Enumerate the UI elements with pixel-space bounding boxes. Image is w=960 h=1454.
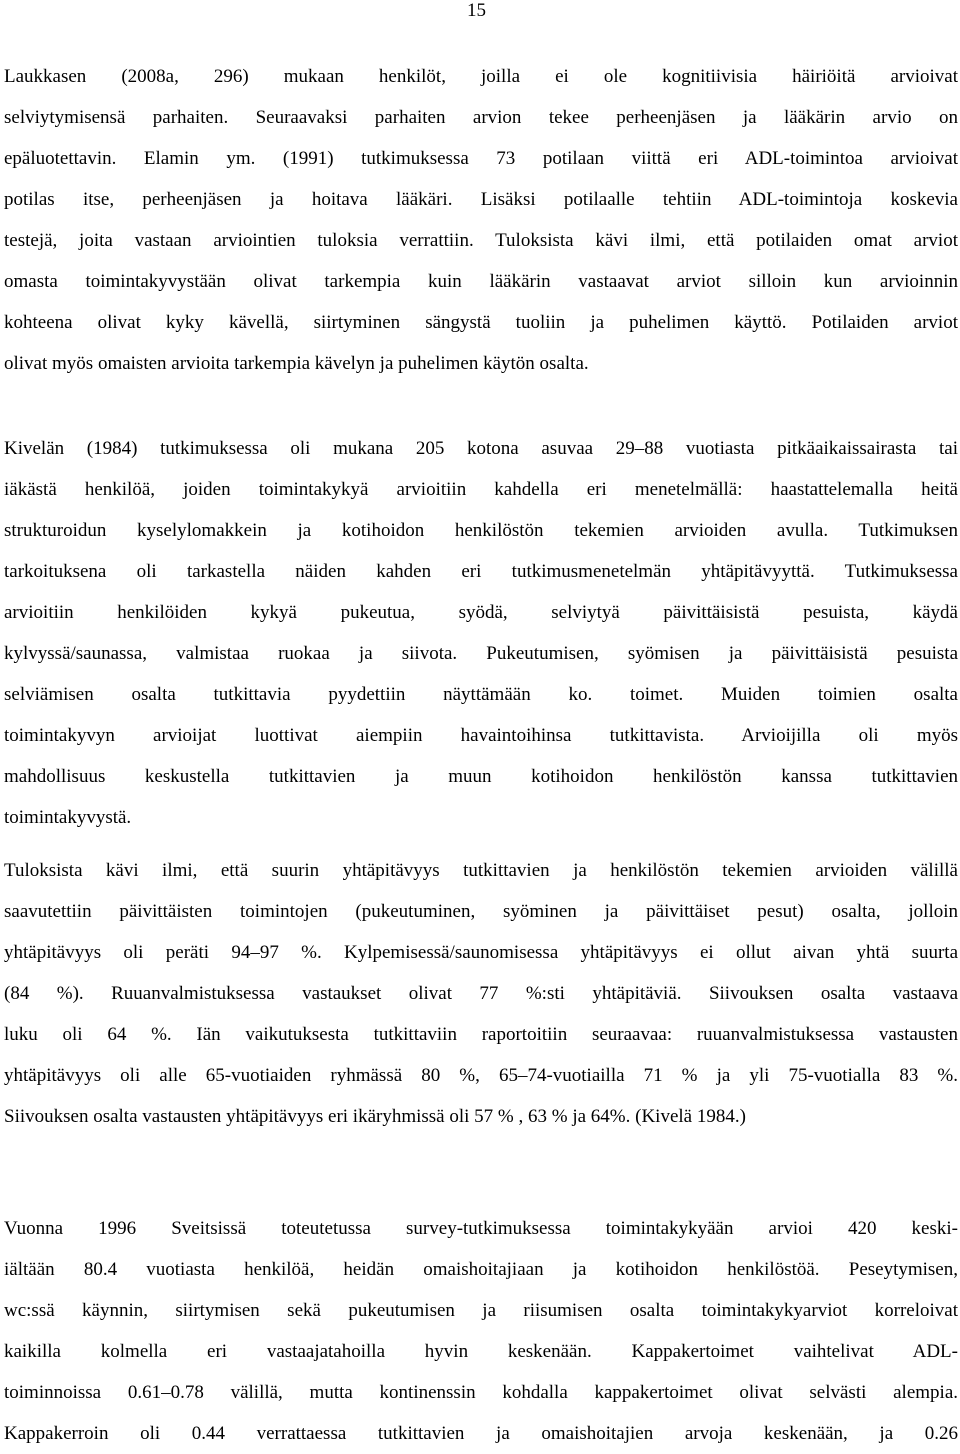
text-line: Vuonna 1996 Sveitsissä toteutetussa survey-tutkimuksessa toimintakykyään arvioi 420 keski- xyxy=(4,1218,958,1239)
text-line: kohteena olivat kyky kävellä, siirtyminen sängystä tuoliin ja puhelimen käyttö. Potilaiden arviot xyxy=(4,312,958,333)
text-line: toiminnoissa 0.61–0.78 välillä, mutta kontinenssin kohdalla kappakertoimet olivat selvästi alempia. xyxy=(4,1382,958,1403)
text-line: saavutettiin päivittäisten toimintojen (pukeutuminen, syöminen ja päivittäiset pesut) osalta, jolloin xyxy=(4,901,958,922)
text-line: tarkoituksena oli tarkastella näiden kahden eri tutkimusmenetelmän yhtäpitävyyttä. Tutkimuksessa xyxy=(4,561,958,582)
text-line: selviämisen osalta tutkittavia pyydettiin näyttämään ko. toimet. Muiden toimien osalta xyxy=(4,684,958,705)
text-line: Laukkasen (2008a, 296) mukaan henkilöt, joilla ei ole kognitiivisia häiriöitä arvioivat xyxy=(4,66,958,87)
text-line: iäkästä henkilöä, joiden toimintakykyä arvioitiin kahdella eri menetelmällä: haastattelemalla heitä xyxy=(4,479,958,500)
text-line: Siivouksen osalta vastausten yhtäpitävyys eri ikäryhmissä oli 57 % , 63 % ja 64%. (Kivelä 1984.) xyxy=(4,1106,746,1127)
text-line: testejä, joita vastaan arviointien tuloksia verrattiin. Tuloksista kävi ilmi, että potilaiden omat arviot xyxy=(4,230,958,251)
text-line: potilas itse, perheenjäsen ja hoitava lääkäri. Lisäksi potilaalle tehtiin ADL-toimintoja koskevia xyxy=(4,189,958,210)
text-line: yhtäpitävyys oli alle 65-vuotiaiden ryhmässä 80 %, 65–74-vuotiailla 71 % ja yli 75-vuotialla 83 %. xyxy=(4,1065,958,1086)
text-line: mahdollisuus keskustella tutkittavien ja muun kotihoidon henkilöstön kanssa tutkittavien xyxy=(4,766,958,787)
text-line: strukturoidun kyselylomakkein ja kotihoidon henkilöstön tekemien arvioiden avulla. Tutkimuksen xyxy=(4,520,958,541)
text-line: toimintakyvystä. xyxy=(4,807,132,828)
text-line: arvioitiin henkilöiden kykyä pukeutua, syödä, selviytyä päivittäisistä pesuista, käydä xyxy=(4,602,958,623)
text-line: Tuloksista kävi ilmi, että suurin yhtäpitävyys tutkittavien ja henkilöstön tekemien arvioiden välillä xyxy=(4,860,958,881)
text-line: kylvyssä/saunassa, valmistaa ruokaa ja siivota. Pukeutumisen, syömisen ja päivittäisistä pesuista xyxy=(4,643,958,664)
text-line: Kappakerroin oli 0.44 verrattaessa tutkittavien ja omaishoitajien arvoja keskenään, ja 0.26 xyxy=(4,1423,958,1444)
page-number: 15 xyxy=(467,0,486,21)
paragraph-1 xyxy=(4,56,958,384)
text-line: luku oli 64 %. Iän vaikutuksesta tutkittaviin raportoitiin seuraavaa: ruuanvalmistuksessa vastausten xyxy=(4,1024,958,1045)
text-line: selviytymisensä parhaiten. Seuraavaksi parhaiten arvion tekee perheenjäsen ja lääkärin arvio on xyxy=(4,107,958,128)
text-line: olivat myös omaisten arvioita tarkempia kävelyn ja puhelimen käytön osalta. xyxy=(4,353,589,374)
text-line: iältään 80.4 vuotiasta henkilöä, heidän omaishoitajiaan ja kotihoidon henkilöstöä. Peseytymisen, xyxy=(4,1259,958,1280)
text-line: epäluotettavin. Elamin ym. (1991) tutkimuksessa 73 potilaan viittä eri ADL-toimintoa arvioivat xyxy=(4,148,958,169)
text-line: toimintakyvyn arvioijat luottivat aiempiin havaintoihinsa tutkittavista. Arvioijilla oli myös xyxy=(4,725,958,746)
paragraph-4 xyxy=(4,1208,958,1454)
text-line: kaikilla kolmella eri vastaajatahoilla hyvin keskenään. Kappakertoimet vaihtelivat ADL- xyxy=(4,1341,958,1362)
text-line: (84 %). Ruuanvalmistuksessa vastaukset olivat 77 %:sti yhtäpitäviä. Siivouksen osalta vastaava xyxy=(4,983,958,1004)
text-line: wc:ssä käynnin, siirtymisen sekä pukeutumisen ja riisumisen osalta toimintakykyarviot korreloivat xyxy=(4,1300,958,1321)
paragraph-3 xyxy=(4,850,958,1137)
text-line: omasta toimintakyvystään olivat tarkempia kuin lääkärin vastaavat arviot silloin kun arvioinnin xyxy=(4,271,958,292)
paragraph-2 xyxy=(4,428,958,838)
text-line: Kivelän (1984) tutkimuksessa oli mukana 205 kotona asuvaa 29–88 vuotiasta pitkäaikaissairasta tai xyxy=(4,438,958,459)
text-line: yhtäpitävyys oli peräti 94–97 %. Kylpemisessä/saunomisessa yhtäpitävyys ei ollut aivan yhtä suurta xyxy=(4,942,958,963)
